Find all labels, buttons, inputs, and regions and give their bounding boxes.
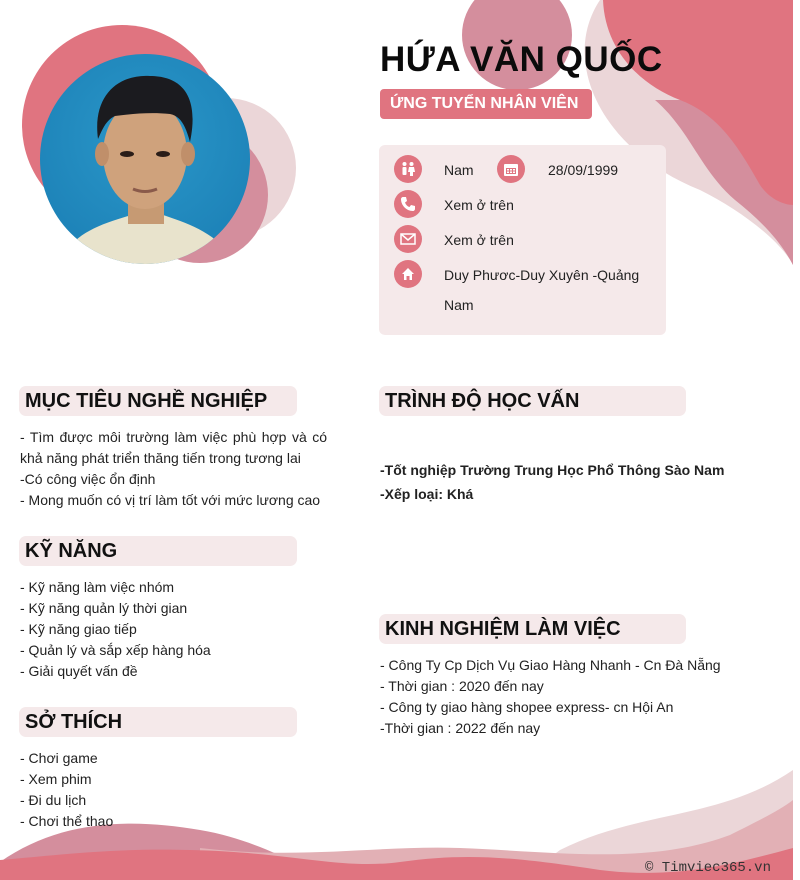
skill-item: - Quản lý và sắp xếp hàng hóa — [20, 642, 211, 658]
section-title-education: TRÌNH ĐỘ HỌC VẤN — [379, 386, 686, 416]
section-title-objective: MỤC TIÊU NGHỀ NGHIỆP — [19, 386, 297, 416]
objective-item: -Có công việc ổn định — [20, 471, 156, 487]
education-list — [380, 458, 740, 506]
experience-item: - Thời gian : 2020 đến nay — [380, 678, 544, 694]
section-title-hobbies: SỞ THÍCH — [19, 707, 297, 737]
address-line2: Nam — [444, 297, 474, 313]
birthday-value: 28/09/1999 — [548, 162, 619, 178]
copyright-text: © Timviec365.vn — [644, 860, 771, 876]
position-badge: ỨNG TUYỂN NHÂN VIÊN — [380, 89, 592, 119]
address-line1: Duy Phươc-Duy Xuyên -Quảng — [444, 267, 640, 283]
email-value: Xem ở trên — [444, 232, 514, 248]
experience-item: -Thời gian : 2022 đến nay — [380, 720, 541, 736]
home-icon — [394, 260, 422, 288]
skill-item: - Giải quyết vấn đề — [20, 663, 138, 679]
skills-list — [20, 577, 320, 682]
education-item: -Xếp loại: Khá — [380, 486, 474, 502]
skill-item: - Kỹ năng giao tiếp — [20, 621, 137, 637]
phone-value: Xem ở trên — [444, 197, 514, 213]
education-item: -Tốt nghiệp Trường Trung Học Phổ Thông Sào Nam — [380, 462, 725, 478]
section-title-skills: KỸ NĂNG — [19, 536, 297, 566]
avatar-photo — [40, 54, 250, 264]
objective-item: - Mong muốn có vị trí làm tốt với mức lương cao — [20, 492, 321, 508]
objective-item: - Tìm được môi trường làm việc phù hợp và có khả năng phát triển thăng tiến trong tương lai — [20, 429, 327, 466]
candidate-name: HỨA VĂN QUỐC — [380, 40, 663, 79]
skill-item: - Kỹ năng quản lý thời gian — [20, 600, 188, 616]
hobby-item: - Xem phim — [20, 771, 92, 787]
experience-item: - Công Ty Cp Dịch Vụ Giao Hàng Nhanh - Cn Đà Nẵng — [380, 657, 721, 673]
gender-value: Nam — [444, 162, 474, 178]
phone-icon — [394, 190, 422, 218]
skill-item: - Kỹ năng làm việc nhóm — [20, 579, 175, 595]
hobby-item: - Đi du lịch — [20, 792, 87, 808]
email-icon — [394, 225, 422, 253]
objective-list — [20, 427, 327, 511]
section-title-experience: KINH NGHIỆM LÀM VIỆC — [379, 614, 686, 644]
hobby-item: - Chơi game — [20, 750, 98, 766]
hobby-item: - Chơi thể thao — [20, 813, 114, 829]
experience-item: - Công ty giao hàng shopee express- cn Hội An — [380, 699, 674, 715]
experience-list — [380, 655, 740, 739]
gender-icon — [394, 155, 422, 183]
calendar-icon — [497, 155, 525, 183]
contact-info-box — [379, 145, 666, 335]
hobbies-list — [20, 748, 320, 832]
